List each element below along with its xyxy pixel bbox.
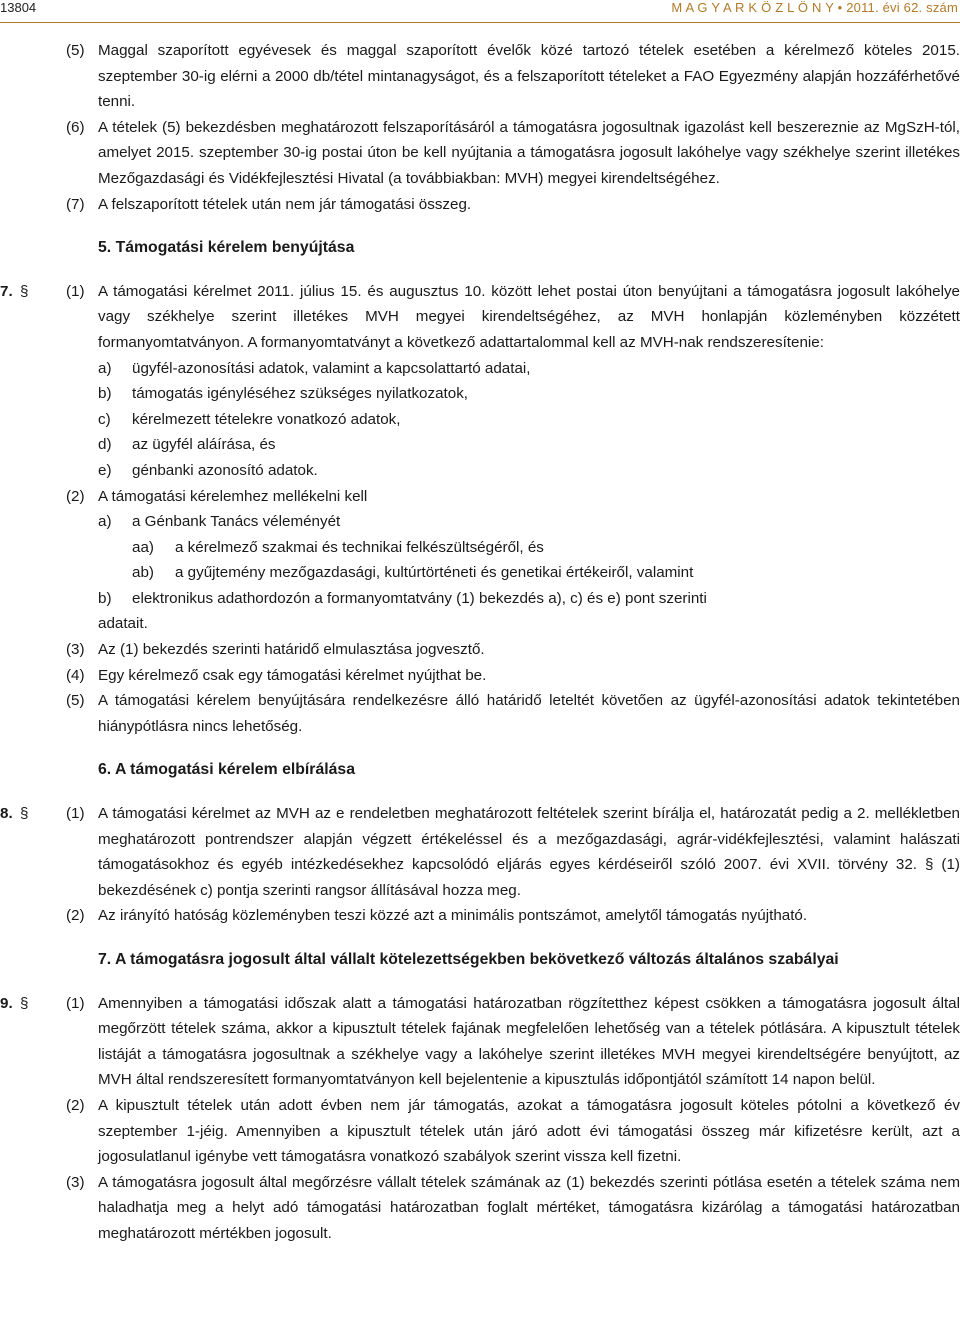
page-header [0,0,960,20]
item-text: az ügyfél aláírása, és [132,436,276,454]
item-continuation: adatait. [98,615,148,633]
item-label: b) [98,385,112,403]
list-item [0,356,960,382]
section-sign: § [20,805,29,823]
list-item [0,586,960,612]
s8-paragraph-1 [0,801,960,903]
paragraph-text: A támogatásra jogosult által megőrzésre vállalt tételek számának az (1) bekezdés szerinti pótlása esetén a tételek száma nem haladhatja meg a helyt adó támogatási határozatban foglalt mértéket, támogatásra kizárólag a támogatási határozatban meghatározott mértékben jogosult. [98,1173,960,1242]
paragraph-number: (3) [66,641,85,659]
section-heading-5: 5. Támogatási kérelem benyújtása [98,239,355,257]
item-label: aa) [132,538,154,556]
s7-paragraph-2 [0,484,960,510]
item-text: támogatás igényléséhez szükséges nyilatkozatok, [132,385,469,403]
item-label: a) [98,359,112,377]
paragraph-number: (4) [66,666,85,684]
paragraph-text: A támogatási kérelemhez mellékelni kell [98,487,368,505]
s9-paragraph-1 [0,991,960,1093]
paragraph-text: Az irányító hatóság közleményben teszi közzé azt a minimális pontszámot, amelytől támogatás nyújtható. [98,907,808,925]
item-text: génbanki azonosító adatok. [132,461,318,479]
section-heading-6: 6. A támogatási kérelem elbírálása [98,761,355,779]
paragraph-text: Az (1) bekezdés szerinti határidő elmulasztása jogvesztő. [98,641,485,659]
paragraph-number: (7) [66,195,85,213]
sub-list-item [0,535,960,561]
paragraph-text: Egy kérelmező csak egy támogatási kérelmet nyújthat be. [98,666,487,684]
document-body [0,38,960,1247]
s7-paragraph-5 [0,688,960,739]
paragraph-text: Amennyiben a támogatási időszak alatt a támogatási határozatban rögzítetthez képest csökken a támogatásra jogosult által megőrzött tételek száma, akkor a kipusztult tételek fajának megfelelően lehetőség van a tételek pótlására. A kipusztult tételek listáját a támogatásra jogosultnak a székhelye vagy a lakóhelye szerint illetékes MVH megyei kirendeltségére benyújtott, az MVH által rendszeresített formanyomtatványon kell bejelentenie a kipusztulás időpontjától számított 14 napon belül. [98,994,960,1089]
item-text: a Génbank Tanács véleményét [132,513,341,531]
paragraph-text: A támogatási kérelmet 2011. július 15. és augusztus 10. között lehet postai úton benyújtani a támogatásra jogosult lakóhelye vagy székhelye szerint illetékes MVH megyei kirendeltségéhez, az MVH honlapján közleményben közzétett formanyomtatványon. A formanyomtatványt a következő adattartalommal kell az MVH-nak rendszeresítenie: [98,282,960,351]
section-heading-7: 7. A támogatásra jogosult által vállalt kötelezettségekben bekövetkező változás általános szabályai [98,951,839,968]
paragraph-5 [0,38,960,115]
item-label: d) [98,436,112,454]
item-text: a gyűjtemény mezőgazdasági, kultúrtörténeti és genetikai értékeiről, valamint [175,564,694,582]
paragraph-number: (6) [66,118,85,136]
item-label: c) [98,410,111,428]
page-number: 13804 [0,0,37,15]
paragraph-number: (1) [66,994,85,1012]
s7-paragraph-4 [0,663,960,689]
list-item [0,458,960,484]
section-number: 8. [0,805,13,823]
list-item [0,407,960,433]
paragraph-number: (3) [66,1173,85,1191]
paragraph-text: A kipusztult tételek után adott évben nem jár támogatás, azokat a támogatásra jogosult köteles pótolni a következő év szeptember 1-jéig. Amennyiben a kipusztult tételek után járó adott évi támogatási összeg már kifizetésre került, azt a jogosulatlanul igénybe vett támogatásra vonatkozó szabályok szerint vissza kell fizetni. [98,1096,960,1166]
section-sign: § [20,994,29,1012]
paragraph-number: (2) [66,1096,85,1114]
paragraph-text: A támogatási kérelmet az MVH az e rendeletben meghatározott feltételek szerint bírálja el, határozatát pedig a 2. mellékletben meghatározott pontrendszer alapján végzett értékeléssel és a mezőgazdasági, agrár-vidékfejlesztési, valamint halászati támogatásokhoz és egyéb intézkedésekhez kapcsolódó eljárás egyes kérdéseiről szóló 2007. évi XVII. törvény 32. § (1) bekezdésének c) pontja szerinti rangsor állításával hozza meg. [98,805,960,899]
paragraph-number: (1) [66,282,85,300]
header-rule [0,22,960,23]
paragraph-text: A támogatási kérelem benyújtására rendelkezésre álló határidő leteltét követően az ügyfél-azonosítási adatok tekintetében hiánypótlásra nincs lehetőség. [98,692,960,735]
item-text: kérelmezett tételekre vonatkozó adatok, [132,410,401,428]
s8-paragraph-2 [0,903,960,929]
s7-paragraph-3 [0,637,960,663]
publication-title: M A G Y A R K Ö Z L Ö N Y • 2011. évi 62. szám [671,0,958,15]
section-number: 7. [0,282,13,300]
paragraph-number: (2) [66,487,85,505]
section-number: 9. [0,994,13,1012]
list-item [0,509,960,535]
section-sign: § [20,282,29,300]
item-text: ügyfél-azonosítási adatok, valamint a kapcsolattartó adatai, [132,359,531,377]
paragraph-text: Maggal szaporított egyévesek és maggal szaporított évelők közé tartozó tételek esetében a kérelmező köteles 2015. szeptember 30-ig elérni a 2000 db/tétel mintanagyságot, és a felszaporított tételeket a FAO Egyezmény alapján hozzáférhetővé tenni. [98,42,960,111]
paragraph-6 [0,115,960,192]
s9-paragraph-3 [0,1170,960,1247]
paragraph-7 [0,192,960,218]
paragraph-text: A felszaporított tételek után nem jár támogatási összeg. [98,195,472,213]
list-item [0,432,960,458]
list-item [0,381,960,407]
s7-paragraph-1 [0,279,960,356]
paragraph-number: (5) [66,42,85,59]
item-text: elektronikus adathordozón a formanyomtatvány (1) bekezdés a), c) és e) pont szerinti [132,589,707,607]
paragraph-number: (5) [66,692,85,710]
paragraph-number: (2) [66,907,85,925]
item-label: ab) [132,564,154,582]
item-label: b) [98,589,112,607]
paragraph-text: A tételek (5) bekezdésben meghatározott felszaporításáról a támogatásra jogosultnak igazolást kell beszereznie az MgSzH-tól, amelyet 2015. szeptember 30-ig postai úton be kell nyújtania a támogatásra jogosult lakóhelye vagy székhelye szerint illetékes Mezőgazdasági és Vidékfejlesztési Hivatal (a továbbiakban: MVH) megyei kirendeltségéhez. [98,118,960,187]
item-label: e) [98,461,112,479]
paragraph-number: (1) [66,805,85,823]
sub-list-item [0,560,960,586]
item-text: a kérelmező szakmai és technikai felkészültségéről, és [175,538,544,556]
item-label: a) [98,513,112,531]
s9-paragraph-2 [0,1093,960,1170]
